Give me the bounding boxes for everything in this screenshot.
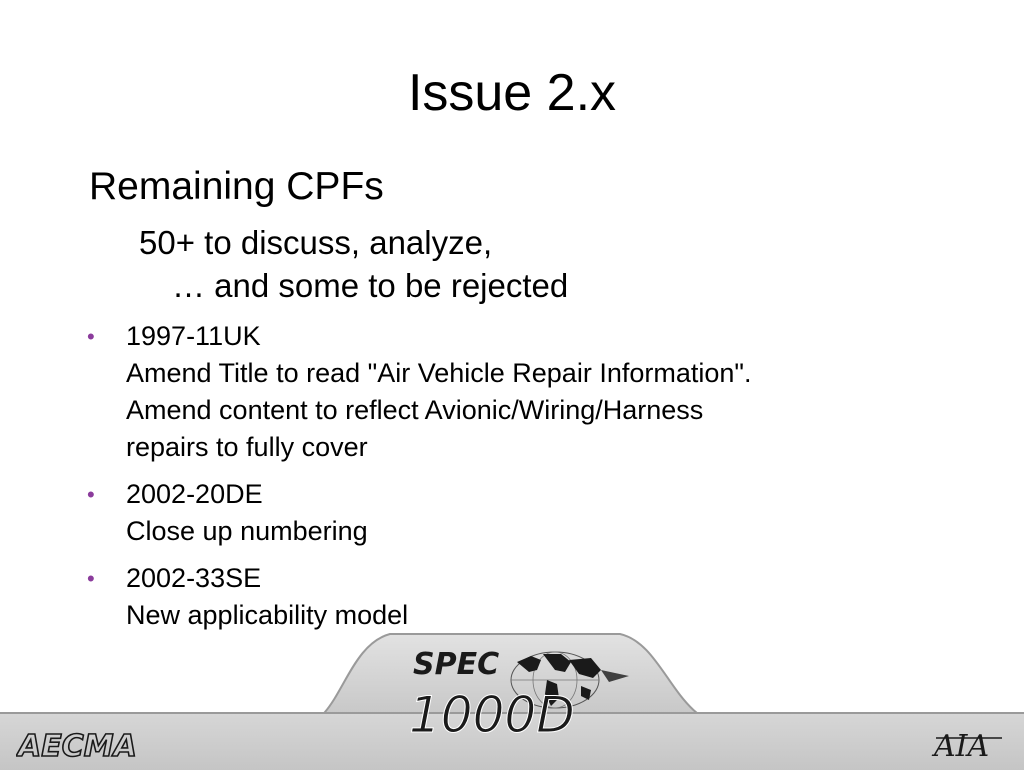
bullet-list: [0, 318, 1024, 644]
bullet-item-2002-33se: [0, 560, 1024, 634]
bullet-text: Close up numbering: [126, 516, 368, 546]
spec-1000d-logo: [405, 640, 645, 740]
aecma-wordmark: AECMA: [18, 729, 137, 762]
bullet-id: 1997-11UK: [126, 321, 261, 351]
bullet-id: 2002-20DE: [126, 479, 263, 509]
aecma-logo: [16, 726, 166, 762]
bullet-marker: •: [87, 566, 95, 591]
bullet-text: Amend Title to read "Air Vehicle Repair Information".: [126, 358, 752, 388]
bullet-id: 2002-33SE: [126, 563, 262, 593]
bullet-item-2002-20de: [0, 476, 1024, 550]
bullet-marker: •: [87, 482, 95, 507]
slide-title: Issue 2.x: [407, 64, 617, 122]
aia-wordmark: AIA: [934, 729, 990, 764]
spec-wordmark: SPEC: [413, 647, 500, 682]
sub-line-2: … and some to be rejected: [172, 267, 569, 304]
bullet-text: Amend content to reflect Avionic/Wiring/Harness: [126, 395, 704, 425]
bullet-marker: •: [87, 324, 95, 349]
bullet-item-1997-11uk: [0, 318, 1024, 466]
1000d-wordmark: 1000D: [409, 686, 575, 740]
sub-line-1: 50+ to discuss, analyze,: [139, 224, 493, 261]
bullet-text: New applicability model: [126, 600, 409, 630]
bullet-text: repairs to fully cover: [126, 432, 368, 462]
aia-logo: [930, 724, 1008, 764]
section-heading: Remaining CPFs: [89, 165, 384, 208]
